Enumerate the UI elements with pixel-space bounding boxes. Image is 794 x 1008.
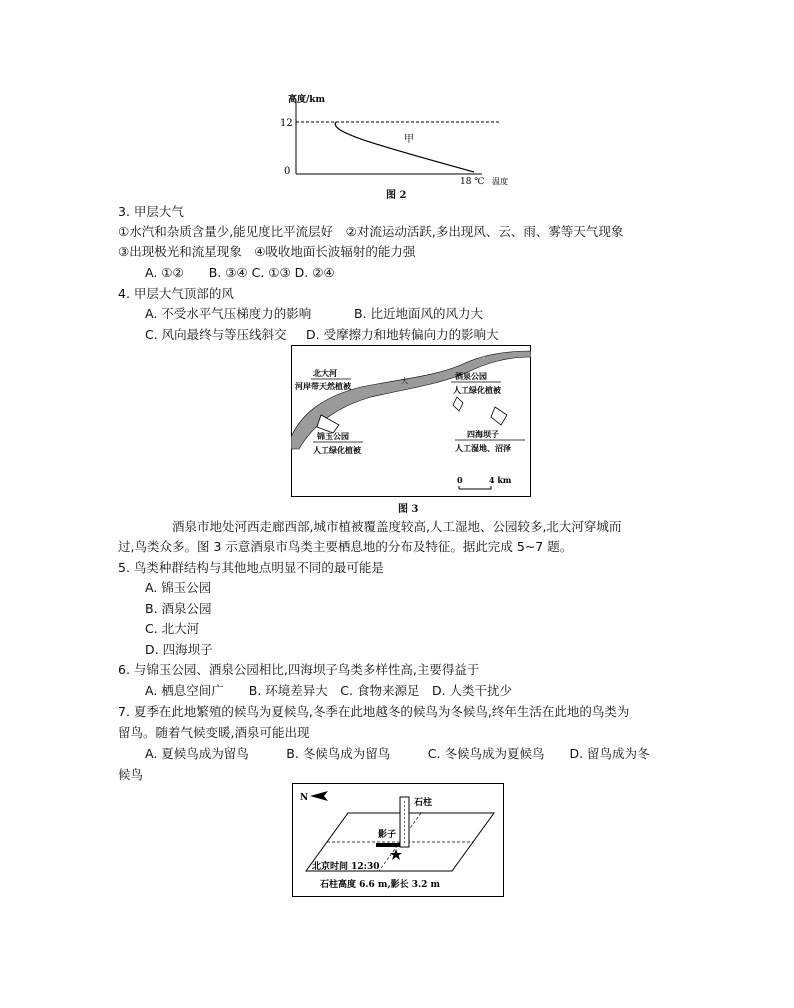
question-5-option-d: D. 四海坝子 xyxy=(145,642,213,657)
question-4-option-a: A. 不受水平气压梯度力的影响 xyxy=(145,306,312,321)
layer-label-jia: 甲 xyxy=(404,134,414,145)
label-jinyu-desc: 人工绿化植被 xyxy=(313,445,361,455)
figure-3-caption: 图 3 xyxy=(398,504,419,515)
north-label: N xyxy=(300,793,309,803)
question-7-options: A. 夏候鸟成为留鸟 B. 冬候鸟成为留鸟 C. 冬候鸟成为夏候鸟 D. 留鸟成为冬 xyxy=(145,746,650,761)
question-5-option-b: B. 酒泉公园 xyxy=(145,601,212,616)
figure-2 xyxy=(270,88,530,200)
question-5-option-a: A. 锦玉公园 xyxy=(145,580,212,595)
question-6-stem: 6. 与锦玉公园、酒泉公园相比,四海坝子鸟类多样性高,主要得益于 xyxy=(118,662,480,677)
x-axis-label: 温度 xyxy=(492,177,508,186)
question-4-stem: 4. 甲层大气顶部的风 xyxy=(118,286,234,301)
label-jinyu-park: 锦玉公园 xyxy=(317,431,349,441)
label-sihai-bazi: 四海坝子 xyxy=(467,429,499,439)
scale-label: 4 km xyxy=(489,475,512,485)
pillar-shadow xyxy=(376,843,400,847)
question-7-line-1: 7. 夏季在此地繁殖的候鸟为夏候鸟,冬季在此地越冬的候鸟为冬候鸟,终年生活在此地的鸟类为 xyxy=(118,704,630,719)
passage-line-2: 过,鸟类众多。图 3 示意酒泉市鸟类主要栖息地的分布及特征。据此完成 5~7 题。 xyxy=(118,539,573,554)
label-jiuquan-park: 酒泉公园 xyxy=(455,371,487,381)
label-beidahe: 北大河 xyxy=(313,368,337,378)
figure-4-pillar xyxy=(292,783,504,897)
passage-line-1: 酒泉市地处河西走廊西部,城市植被覆盖度较高,人工湿地、公园较多,北大河穿城而 xyxy=(172,519,622,534)
pillar-note: 石柱高度 6.6 m,影长 3.2 m xyxy=(320,880,441,890)
y-tick-0: 0 xyxy=(284,166,291,177)
x-tick-18: 18 ℃ xyxy=(460,177,485,187)
question-4-option-c: C. 风向最终与等压线斜交 xyxy=(145,327,287,342)
label-sihai-desc: 人工湿地、沼泽 xyxy=(455,443,511,453)
label-beidahe-desc: 河岸带天然植被 xyxy=(295,381,351,391)
question-3-line-2: ③出现极光和流星现象 ④吸收地面长波辐射的能力强 xyxy=(118,244,416,259)
question-5-stem: 5. 鸟类种群结构与其他地点明显不同的最可能是 xyxy=(118,560,384,575)
question-3-stem: 3. 甲层大气 xyxy=(118,204,184,219)
question-4-option-b: B. 比近地面风的风力大 xyxy=(354,306,484,321)
pillar-label: 石柱 xyxy=(414,798,433,808)
question-7-line-2: 留鸟。随着气候变暖,酒泉可能出现 xyxy=(118,725,310,740)
river-char-north: 北 xyxy=(303,405,310,413)
scale-zero: 0 xyxy=(457,475,463,485)
question-3-options: A. ①② B. ③④ C. ①③ D. ②④ xyxy=(145,265,335,280)
question-3-line-1: ①水汽和杂质含量少,能见度比平流层好 ②对流运动活跃,多出现风、云、雨、雾等天气现象 xyxy=(118,224,624,239)
label-jiuquan-desc: 人工绿化植被 xyxy=(453,385,501,395)
river-char-he: 河 xyxy=(479,353,486,360)
question-5-option-c: C. 北大河 xyxy=(145,621,200,636)
question-4-option-d: D. 受摩擦力和地转偏向力的影响大 xyxy=(306,327,499,342)
y-axis-label: 高度/km xyxy=(288,95,326,105)
temperature-curve xyxy=(335,122,474,172)
figure-2-caption: 图 2 xyxy=(386,190,407,201)
river-char-da: 大 xyxy=(401,377,408,385)
y-tick-12: 12 xyxy=(280,118,293,129)
time-label: 北京时间 12:30 xyxy=(312,862,380,872)
question-6-options: A. 栖息空间广 B. 环境差异大 C. 食物来源足 D. 人类干扰少 xyxy=(145,683,513,698)
question-7-tail: 候鸟 xyxy=(118,767,144,782)
shadow-label: 影子 xyxy=(378,830,397,840)
figure-3-map xyxy=(291,345,531,497)
